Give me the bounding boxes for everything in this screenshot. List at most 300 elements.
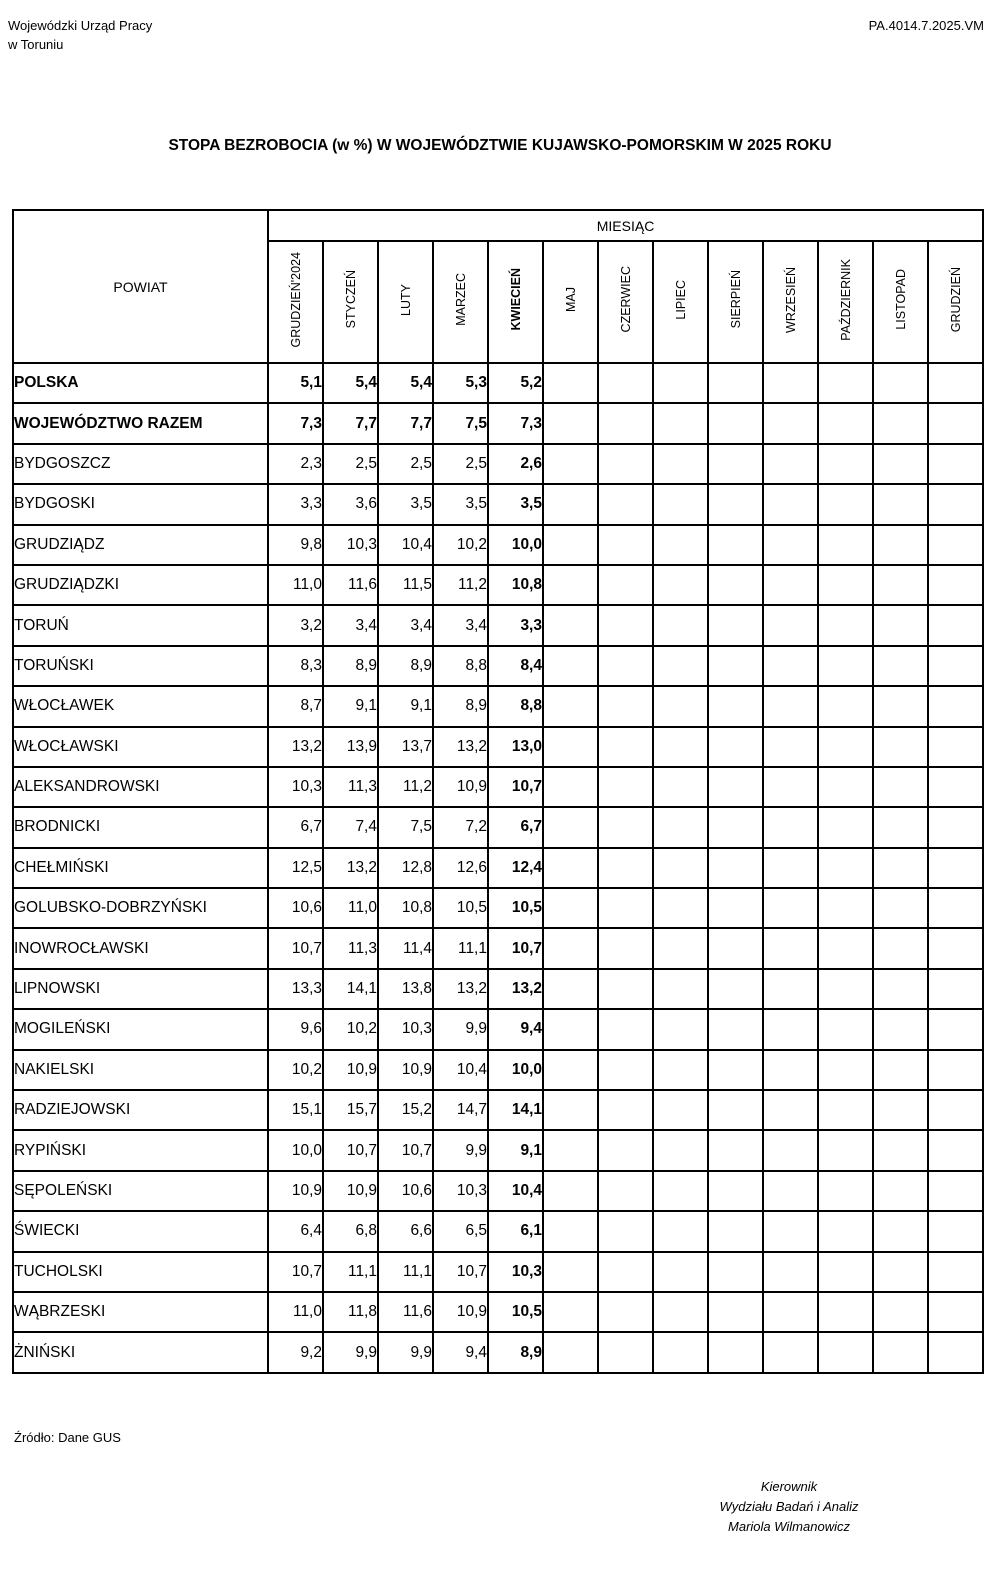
empty-cell (818, 1292, 873, 1332)
empty-cell (928, 484, 983, 524)
rate-cell: 3,5 (378, 484, 433, 524)
rate-cell: 8,8 (488, 686, 543, 726)
rate-cell: 3,4 (433, 605, 488, 645)
rate-cell: 9,2 (268, 1332, 323, 1372)
empty-cell (928, 605, 983, 645)
empty-cell (543, 767, 598, 807)
rate-cell: 11,1 (323, 1252, 378, 1292)
empty-cell (543, 969, 598, 1009)
empty-cell (818, 1171, 873, 1211)
empty-cell (598, 767, 653, 807)
rate-cell: 8,7 (268, 686, 323, 726)
empty-cell (598, 484, 653, 524)
empty-cell (873, 1130, 928, 1170)
empty-cell (873, 646, 928, 686)
empty-cell (928, 1090, 983, 1130)
powiat-name: TORUŃSKI (13, 646, 268, 686)
rate-cell: 10,0 (488, 1050, 543, 1090)
empty-cell (653, 727, 708, 767)
powiat-name: ALEKSANDROWSKI (13, 767, 268, 807)
empty-cell (873, 686, 928, 726)
rate-cell: 10,7 (268, 1252, 323, 1292)
signature-title: Kierownik (760, 1479, 818, 1494)
empty-cell (763, 1171, 818, 1211)
month-header: LISTOPAD (873, 241, 928, 363)
table-row (13, 484, 983, 524)
empty-cell (543, 605, 598, 645)
month-header: GRUDZIEŃ (928, 241, 983, 363)
empty-cell (653, 1332, 708, 1372)
rate-cell: 10,7 (378, 1130, 433, 1170)
rate-cell: 11,2 (433, 565, 488, 605)
empty-cell (763, 1332, 818, 1372)
empty-cell (653, 646, 708, 686)
rate-cell: 11,0 (268, 1292, 323, 1332)
empty-cell (818, 928, 873, 968)
empty-cell (818, 605, 873, 645)
rate-cell: 6,8 (323, 1211, 378, 1251)
empty-cell (763, 605, 818, 645)
month-header: LIPIEC (653, 241, 708, 363)
empty-cell (873, 1009, 928, 1049)
table-row (13, 888, 983, 928)
empty-cell (928, 363, 983, 403)
table-row (13, 1090, 983, 1130)
empty-cell (928, 565, 983, 605)
empty-cell (873, 767, 928, 807)
rate-cell: 7,5 (433, 403, 488, 443)
empty-cell (818, 646, 873, 686)
empty-cell (928, 969, 983, 1009)
rate-cell: 10,5 (433, 888, 488, 928)
rate-cell: 11,5 (378, 565, 433, 605)
rate-cell: 10,7 (488, 928, 543, 968)
empty-cell (708, 888, 763, 928)
empty-cell (598, 807, 653, 847)
empty-cell (763, 686, 818, 726)
empty-cell (543, 1090, 598, 1130)
table-row (13, 646, 983, 686)
empty-cell (818, 363, 873, 403)
empty-cell (708, 1050, 763, 1090)
empty-cell (543, 646, 598, 686)
empty-cell (653, 605, 708, 645)
empty-cell (928, 403, 983, 443)
month-header: MAJ (543, 241, 598, 363)
rate-cell: 10,2 (433, 525, 488, 565)
table-row (13, 727, 983, 767)
rate-cell: 9,1 (323, 686, 378, 726)
empty-cell (708, 848, 763, 888)
rate-cell: 3,3 (488, 605, 543, 645)
empty-cell (928, 928, 983, 968)
empty-cell (928, 444, 983, 484)
empty-cell (818, 1009, 873, 1049)
rate-cell: 8,3 (268, 646, 323, 686)
rate-cell: 3,4 (378, 605, 433, 645)
empty-cell (543, 525, 598, 565)
rate-cell: 10,3 (268, 767, 323, 807)
empty-cell (543, 1050, 598, 1090)
powiat-name: ŻNIŃSKI (13, 1332, 268, 1372)
empty-cell (763, 848, 818, 888)
rate-cell: 3,6 (323, 484, 378, 524)
empty-cell (653, 1292, 708, 1332)
rate-cell: 2,5 (433, 444, 488, 484)
empty-cell (543, 888, 598, 928)
empty-cell (653, 1050, 708, 1090)
empty-cell (598, 888, 653, 928)
rate-cell: 13,0 (488, 727, 543, 767)
signature-block (689, 1477, 889, 1537)
rate-cell: 10,9 (433, 767, 488, 807)
powiat-name: WĄBRZESKI (13, 1292, 268, 1332)
rate-cell: 13,2 (268, 727, 323, 767)
rate-cell: 12,5 (268, 848, 323, 888)
rate-cell: 6,4 (268, 1211, 323, 1251)
powiat-name: CHEŁMIŃSKI (13, 848, 268, 888)
empty-cell (708, 767, 763, 807)
table-row (13, 444, 983, 484)
empty-cell (653, 565, 708, 605)
empty-cell (653, 1171, 708, 1211)
table-row (13, 363, 983, 403)
rate-cell: 2,3 (268, 444, 323, 484)
table-row (13, 403, 983, 443)
rate-cell: 10,5 (488, 1292, 543, 1332)
rate-cell: 15,7 (323, 1090, 378, 1130)
empty-cell (763, 484, 818, 524)
powiat-name: NAKIELSKI (13, 1050, 268, 1090)
table-row (13, 1171, 983, 1211)
rate-cell: 10,3 (433, 1171, 488, 1211)
table-row (13, 767, 983, 807)
rate-cell: 11,6 (323, 565, 378, 605)
rate-cell: 8,8 (433, 646, 488, 686)
month-header: STYCZEŃ (323, 241, 378, 363)
rate-cell: 10,6 (268, 888, 323, 928)
rate-cell: 10,9 (378, 1050, 433, 1090)
table-row (13, 969, 983, 1009)
rate-cell: 14,1 (488, 1090, 543, 1130)
empty-cell (598, 969, 653, 1009)
table-row (13, 1211, 983, 1251)
empty-cell (708, 565, 763, 605)
rate-cell: 9,1 (378, 686, 433, 726)
empty-cell (763, 969, 818, 1009)
rate-cell: 6,5 (433, 1211, 488, 1251)
rate-cell: 10,2 (268, 1050, 323, 1090)
empty-cell (708, 727, 763, 767)
empty-cell (598, 605, 653, 645)
month-header-current: KWIECIEŃ (488, 241, 543, 363)
empty-cell (818, 727, 873, 767)
rate-cell: 11,8 (323, 1292, 378, 1332)
powiat-name: SĘPOLEŃSKI (13, 1171, 268, 1211)
empty-cell (543, 1009, 598, 1049)
empty-cell (708, 1090, 763, 1130)
empty-cell (873, 1090, 928, 1130)
empty-cell (543, 1292, 598, 1332)
rate-cell: 7,3 (268, 403, 323, 443)
empty-cell (708, 525, 763, 565)
empty-cell (653, 767, 708, 807)
rate-cell: 10,9 (268, 1171, 323, 1211)
empty-cell (928, 848, 983, 888)
rate-cell: 13,2 (323, 848, 378, 888)
rate-cell: 7,5 (378, 807, 433, 847)
empty-cell (763, 727, 818, 767)
rate-cell: 10,9 (323, 1171, 378, 1211)
empty-cell (598, 525, 653, 565)
empty-cell (543, 484, 598, 524)
rate-cell: 13,3 (268, 969, 323, 1009)
empty-cell (873, 363, 928, 403)
rate-cell: 6,7 (268, 807, 323, 847)
rate-cell: 9,9 (433, 1009, 488, 1049)
empty-cell (818, 1090, 873, 1130)
table-row (13, 848, 983, 888)
table-row (13, 1332, 983, 1372)
empty-cell (818, 969, 873, 1009)
empty-cell (598, 1130, 653, 1170)
empty-cell (763, 403, 818, 443)
empty-cell (598, 928, 653, 968)
empty-cell (653, 848, 708, 888)
empty-cell (928, 807, 983, 847)
empty-cell (873, 969, 928, 1009)
rate-cell: 5,3 (433, 363, 488, 403)
table-row (13, 605, 983, 645)
empty-cell (928, 525, 983, 565)
empty-cell (598, 646, 653, 686)
empty-cell (708, 1332, 763, 1372)
rate-cell: 11,6 (378, 1292, 433, 1332)
rate-cell: 11,3 (323, 928, 378, 968)
empty-cell (818, 525, 873, 565)
rate-cell: 10,9 (433, 1292, 488, 1332)
empty-cell (598, 1332, 653, 1372)
powiat-name: INOWROCŁAWSKI (13, 928, 268, 968)
powiat-name: BYDGOSKI (13, 484, 268, 524)
table-row (13, 807, 983, 847)
rate-cell: 10,2 (323, 1009, 378, 1049)
empty-cell (928, 1171, 983, 1211)
empty-cell (928, 1130, 983, 1170)
table-row (13, 686, 983, 726)
month-header: MARZEC (433, 241, 488, 363)
rate-cell: 9,1 (488, 1130, 543, 1170)
empty-cell (543, 928, 598, 968)
empty-cell (598, 1292, 653, 1332)
empty-cell (598, 444, 653, 484)
empty-cell (763, 525, 818, 565)
rate-cell: 9,9 (433, 1130, 488, 1170)
empty-cell (873, 1211, 928, 1251)
unemployment-table (12, 209, 984, 1374)
empty-cell (653, 888, 708, 928)
rate-cell: 10,7 (268, 928, 323, 968)
rate-cell: 7,7 (378, 403, 433, 443)
empty-cell (873, 444, 928, 484)
empty-cell (763, 1292, 818, 1332)
empty-cell (543, 1130, 598, 1170)
rate-cell: 10,7 (488, 767, 543, 807)
empty-cell (653, 1130, 708, 1170)
empty-cell (708, 1171, 763, 1211)
empty-cell (708, 686, 763, 726)
rate-cell: 10,7 (323, 1130, 378, 1170)
rate-cell: 11,0 (323, 888, 378, 928)
empty-cell (763, 807, 818, 847)
rate-cell: 6,1 (488, 1211, 543, 1251)
empty-cell (598, 1090, 653, 1130)
rate-cell: 5,4 (378, 363, 433, 403)
rate-cell: 6,7 (488, 807, 543, 847)
table-row (13, 565, 983, 605)
empty-cell (543, 444, 598, 484)
rate-cell: 9,9 (323, 1332, 378, 1372)
source-note: Źródło: Dane GUS (14, 1430, 121, 1445)
empty-cell (818, 888, 873, 928)
miesiac-column-header: MIESIĄC (268, 210, 983, 241)
powiat-name: GRUDZIĄDZ (13, 525, 268, 565)
empty-cell (928, 1292, 983, 1332)
empty-cell (598, 848, 653, 888)
rate-cell: 10,9 (323, 1050, 378, 1090)
empty-cell (543, 727, 598, 767)
rate-cell: 7,2 (433, 807, 488, 847)
signature-name: Mariola Wilmanowicz (728, 1519, 850, 1534)
rate-cell: 11,2 (378, 767, 433, 807)
empty-cell (873, 1171, 928, 1211)
empty-cell (873, 848, 928, 888)
rate-cell: 7,4 (323, 807, 378, 847)
empty-cell (598, 686, 653, 726)
powiat-name: RYPIŃSKI (13, 1130, 268, 1170)
rate-cell: 13,9 (323, 727, 378, 767)
empty-cell (708, 444, 763, 484)
empty-cell (708, 1292, 763, 1332)
empty-cell (708, 807, 763, 847)
rate-cell: 12,4 (488, 848, 543, 888)
empty-cell (873, 928, 928, 968)
empty-cell (928, 1211, 983, 1251)
empty-cell (818, 484, 873, 524)
empty-cell (763, 1009, 818, 1049)
empty-cell (873, 565, 928, 605)
empty-cell (873, 1252, 928, 1292)
rate-cell: 8,9 (323, 646, 378, 686)
empty-cell (708, 1252, 763, 1292)
empty-cell (653, 403, 708, 443)
rate-cell: 12,6 (433, 848, 488, 888)
empty-cell (873, 807, 928, 847)
empty-cell (598, 1009, 653, 1049)
empty-cell (708, 1211, 763, 1251)
empty-cell (543, 807, 598, 847)
rate-cell: 11,0 (268, 565, 323, 605)
powiat-name: LIPNOWSKI (13, 969, 268, 1009)
empty-cell (763, 1130, 818, 1170)
empty-cell (818, 565, 873, 605)
empty-cell (653, 928, 708, 968)
rate-cell: 13,2 (433, 727, 488, 767)
rate-cell: 5,2 (488, 363, 543, 403)
empty-cell (653, 1252, 708, 1292)
empty-cell (763, 767, 818, 807)
rate-cell: 13,7 (378, 727, 433, 767)
empty-cell (818, 807, 873, 847)
empty-cell (763, 928, 818, 968)
table-row (13, 525, 983, 565)
empty-cell (598, 727, 653, 767)
empty-cell (873, 525, 928, 565)
empty-cell (928, 727, 983, 767)
empty-cell (873, 1050, 928, 1090)
powiat-name: MOGILEŃSKI (13, 1009, 268, 1049)
powiat-name: WŁOCŁAWEK (13, 686, 268, 726)
empty-cell (708, 646, 763, 686)
empty-cell (928, 1332, 983, 1372)
signature-department: Wydziału Badań i Analiz (719, 1499, 859, 1514)
empty-cell (543, 1211, 598, 1251)
empty-cell (873, 605, 928, 645)
rate-cell: 10,3 (488, 1252, 543, 1292)
empty-cell (928, 646, 983, 686)
empty-cell (763, 646, 818, 686)
empty-cell (708, 969, 763, 1009)
empty-cell (763, 888, 818, 928)
table-body (13, 363, 983, 1373)
empty-cell (653, 484, 708, 524)
rate-cell: 3,2 (268, 605, 323, 645)
empty-cell (928, 767, 983, 807)
rate-cell: 5,4 (323, 363, 378, 403)
rate-cell: 11,1 (433, 928, 488, 968)
rate-cell: 3,4 (323, 605, 378, 645)
empty-cell (708, 1009, 763, 1049)
empty-cell (928, 1009, 983, 1049)
powiat-name: POLSKA (13, 363, 268, 403)
empty-cell (818, 848, 873, 888)
rate-cell: 15,2 (378, 1090, 433, 1130)
rate-cell: 11,3 (323, 767, 378, 807)
powiat-name: ŚWIECKI (13, 1211, 268, 1251)
rate-cell: 10,8 (488, 565, 543, 605)
empty-cell (708, 403, 763, 443)
empty-cell (763, 1050, 818, 1090)
rate-cell: 12,8 (378, 848, 433, 888)
powiat-name: TUCHOLSKI (13, 1252, 268, 1292)
empty-cell (928, 686, 983, 726)
empty-cell (543, 686, 598, 726)
empty-cell (818, 1130, 873, 1170)
rate-cell: 14,1 (323, 969, 378, 1009)
table-row (13, 1009, 983, 1049)
empty-cell (653, 525, 708, 565)
month-header: LUTY (378, 241, 433, 363)
empty-cell (763, 565, 818, 605)
powiat-name: TORUŃ (13, 605, 268, 645)
empty-cell (873, 403, 928, 443)
empty-cell (763, 1211, 818, 1251)
empty-cell (708, 484, 763, 524)
empty-cell (598, 1171, 653, 1211)
empty-cell (873, 1292, 928, 1332)
empty-cell (818, 444, 873, 484)
rate-cell: 2,5 (323, 444, 378, 484)
